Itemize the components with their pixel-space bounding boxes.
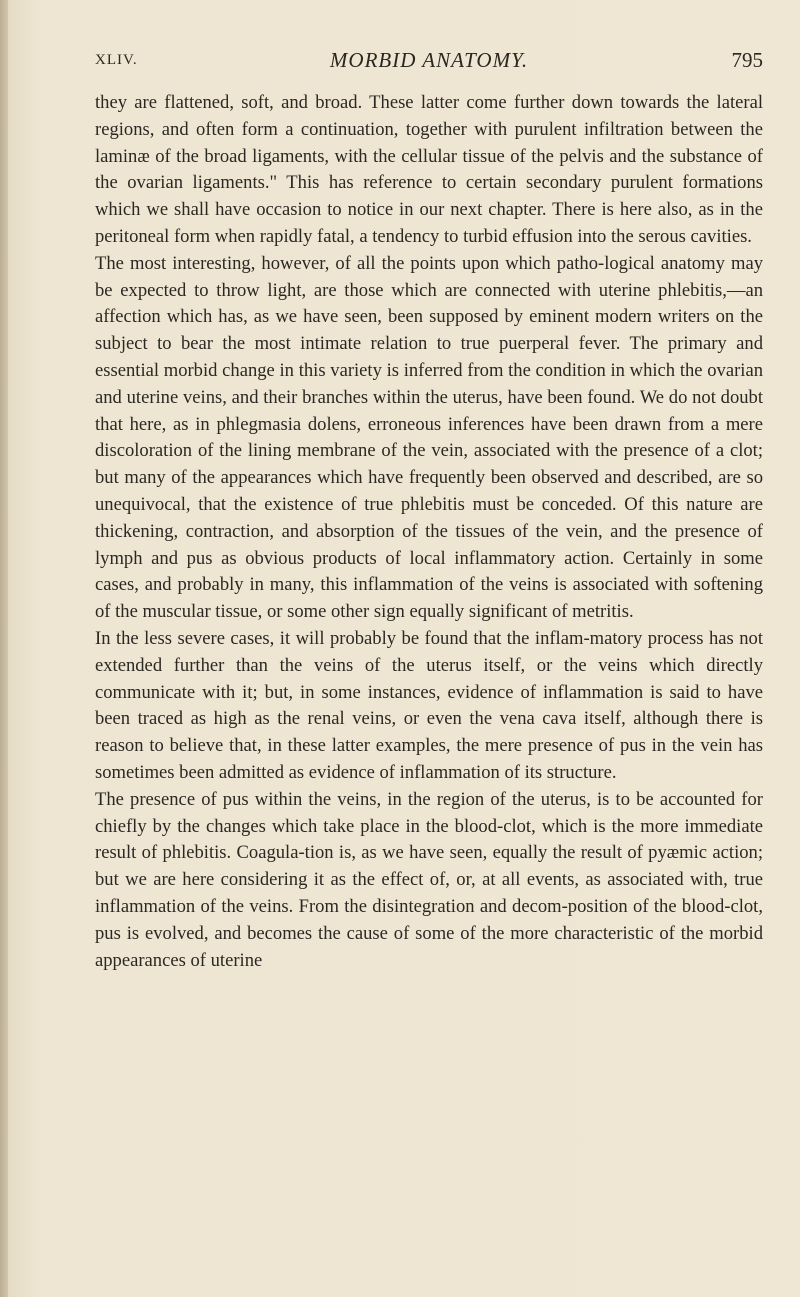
paragraph-4: The presence of pus within the veins, in the region of the uterus, is to be accounted for chiefly by the changes which take place in the blood-clot, which is the more immediate result of phlebitis. Coagula-tion is, as we have seen, equally the result of pyæmic action; but we are here considering it as the effect of, or, at all events, as associated with, true inflammation of the veins. From the disintegration and decom-position of the blood-clot, pus is evolved, and becomes the cause of some of the more characteristic of the morbid appearances of uterine	[95, 788, 763, 971]
body-text	[95, 90, 763, 974]
page-number: 795	[731, 48, 763, 72]
paragraph-2: The most interesting, however, of all the points upon which patho-logical anatomy may be expected to throw light, are those which are connected with uterine phlebitis,—an affection which has, as we have seen, been supposed by eminent modern writers on the subject to bear the most intimate relation to true puerperal fever. The primary and essential morbid change in this variety is inferred from the condition in which the ovarian and uterine veins, and their branches within the uterus, have been found. We do not doubt that here, as in phlegmasia dolens, erroneous inferences have been drawn from a mere discoloration of the lining membrane of the vein, associated with the presence of a clot; but many of the appearances which have frequently been observed and described, are so unequivocal, that the existence of true phlebitis must be conceded. Of this nature are thickening, contraction, and absorption of the tissues of the vein, and the presence of lymph and pus as obvious products of local inflammatory action. Certainly in some cases, and probably in many, this inflammation of the veins is associated with softening of the muscular tissue, or some other sign equally significant of metritis.	[95, 252, 763, 623]
running-title: MORBID ANATOMY.	[329, 48, 529, 72]
page-header	[95, 48, 763, 82]
chapter-number: XLIV.	[95, 52, 138, 68]
page-spine-edge	[0, 0, 8, 1297]
paragraph-1: they are flattened, soft, and broad. These latter come further down towards the lateral regions, and often form a continuation, together with purulent infiltration between the laminæ of the broad ligaments, with the cellular tissue of the pelvis and the substance of the ovarian ligaments." This has reference to certain secondary purulent formations which we shall have occasion to notice in our next chapter. There is here also, as in the peritoneal form when rapidly fatal, a tendency to turbid effusion into the serous cavities.	[95, 92, 763, 247]
paragraph-3: In the less severe cases, it will probably be found that the inflam-matory process has not extended further than the veins of the uterus itself, or the veins which directly communicate with it; but, in some instances, evidence of inflammation is said to have been traced as high as the renal veins, or even the vena cava itself, although there is reason to believe that, in these latter examples, the mere presence of pus in the vein has sometimes been admitted as evidence of inflammation of its structure.	[95, 627, 763, 783]
